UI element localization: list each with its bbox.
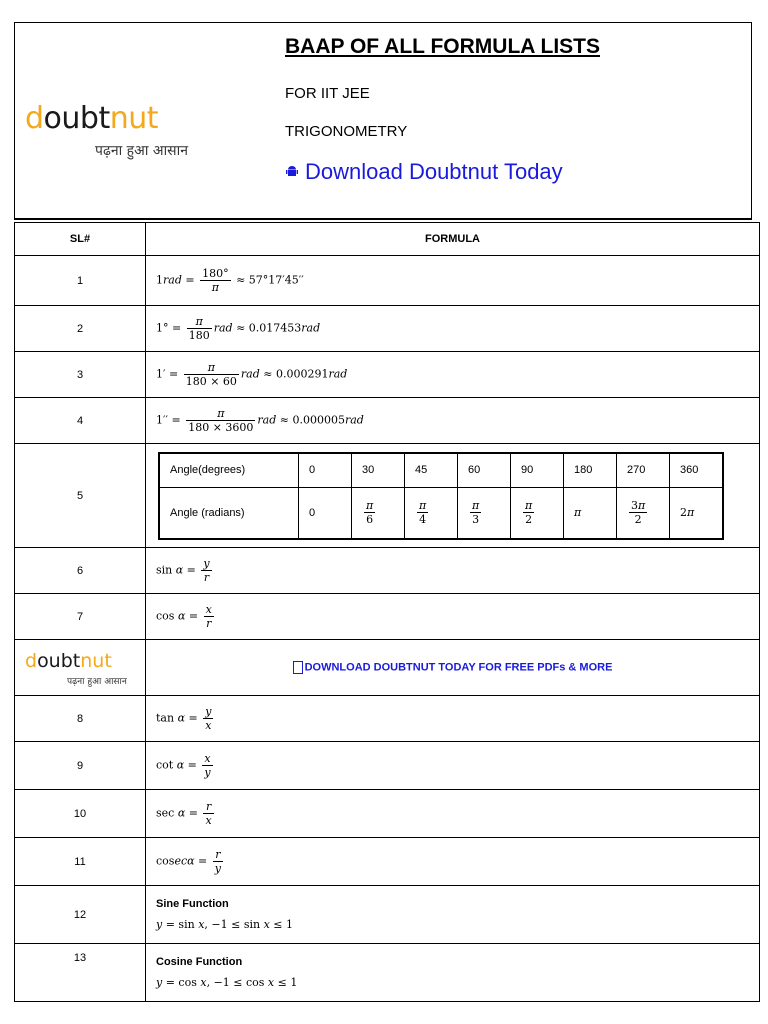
degree-value: 60 — [458, 453, 511, 488]
formula-cell: cosecα = $\frac{r}{y}$ — [146, 838, 760, 886]
formula-cell: 1rad = $\frac{180^\circ}{\pi}$ ≈ 57°17′45′′ — [146, 256, 760, 306]
degree-value: 270 — [617, 453, 670, 488]
radian-value: $\frac{\pi}{4}$ — [405, 487, 458, 539]
degrees-row — [159, 453, 723, 488]
table-row — [15, 306, 760, 352]
row-number: 11 — [15, 838, 146, 886]
table-row — [15, 696, 760, 742]
table-row — [15, 398, 760, 444]
doubtnut-logo — [25, 101, 215, 176]
logo-nut: nut — [80, 649, 112, 672]
android-icon — [285, 165, 299, 179]
page-header — [14, 22, 752, 220]
page-title: BAAP OF ALL FORMULA LISTS — [285, 35, 600, 58]
formula-cell: 1′′ = $\frac{\pi}{180 \times 3600}$ rad ≈ 0.000005rad — [146, 398, 760, 444]
formula-cell: tan α = $\frac{y}{x}$ — [146, 696, 760, 742]
row-number: 12 — [15, 886, 146, 944]
download-link[interactable] — [285, 159, 563, 185]
radian-value: $\frac{3\pi}{2}$ — [617, 487, 670, 539]
subject-label: TRIGONOMETRY — [285, 123, 408, 140]
promo-logo-cell — [15, 640, 146, 696]
function-name: Sine Function — [156, 898, 229, 910]
formula-cell: sin α = $\frac{y}{r}$ — [146, 548, 760, 594]
formula-cell: cot α = $\frac{x}{y}$ — [146, 742, 760, 790]
degree-value: 30 — [352, 453, 405, 488]
formula-cell — [146, 444, 760, 548]
logo-d: d — [25, 101, 44, 136]
row-number: 5 — [15, 444, 146, 548]
row-number: 13 — [15, 944, 146, 1002]
row-number: 8 — [15, 696, 146, 742]
radian-value: π — [564, 487, 617, 539]
promo-link-cell[interactable] — [146, 640, 760, 696]
exam-label: FOR IIT JEE — [285, 85, 370, 102]
degree-value: 90 — [511, 453, 564, 488]
logo-d: d — [25, 649, 38, 672]
radian-value: $\frac{\pi}{6}$ — [352, 487, 405, 539]
table-row — [15, 944, 760, 1002]
row-number: 4 — [15, 398, 146, 444]
function-name: Cosine Function — [156, 956, 243, 968]
row-number: 9 — [15, 742, 146, 790]
table-row — [15, 886, 760, 944]
row-number: 7 — [15, 594, 146, 640]
degree-value: 180 — [564, 453, 617, 488]
doubtnut-logo — [15, 648, 145, 688]
logo-tagline: पढ़ना हुआ आसान — [67, 676, 127, 687]
angle-conversion-table — [158, 452, 724, 540]
download-link-text[interactable]: Download Doubtnut Today — [305, 159, 563, 184]
table-header-row — [15, 223, 760, 256]
radian-value: $\frac{\pi}{3}$ — [458, 487, 511, 539]
table-row — [15, 352, 760, 398]
table-row — [15, 548, 760, 594]
promo-link[interactable]: DOWNLOAD DOUBTNUT TODAY FOR FREE PDFs & MORE — [304, 661, 613, 674]
table-row — [15, 838, 760, 886]
table-row — [15, 790, 760, 838]
table-row — [15, 594, 760, 640]
formula-cell: 1′ = $\frac{\pi}{180 \times 60}$ rad ≈ 0.000291rad — [146, 352, 760, 398]
formula-cell: cos α = $\frac{x}{r}$ — [146, 594, 760, 640]
formula-cell: Cosine Function y = cos x, −1 ≤ cos x ≤ 1 — [146, 944, 760, 1002]
logo-tagline: पढ़ना हुआ आसान — [95, 143, 189, 159]
col-formula-header: FORMULA — [146, 223, 760, 256]
row-number: 10 — [15, 790, 146, 838]
formula-table — [14, 222, 760, 1002]
degree-value: 45 — [405, 453, 458, 488]
degree-value: 0 — [299, 453, 352, 488]
table-row — [15, 256, 760, 306]
logo-nut: nut — [109, 101, 159, 136]
promo-row — [15, 640, 760, 696]
logo-oubt: oubt — [43, 101, 110, 136]
table-row — [15, 742, 760, 790]
radian-value: 2π — [670, 487, 724, 539]
row-number: 1 — [15, 256, 146, 306]
radians-label: Angle (radians) — [159, 487, 299, 539]
pdf-icon — [293, 661, 303, 674]
degree-value: 360 — [670, 453, 724, 488]
formula-cell: sec α = $\frac{r}{x}$ — [146, 790, 760, 838]
radians-row — [159, 487, 723, 539]
degrees-label: Angle(degrees) — [159, 453, 299, 488]
row-number: 3 — [15, 352, 146, 398]
formula-cell: Sine Function y = sin x, −1 ≤ sin x ≤ 1 — [146, 886, 760, 944]
table-row — [15, 444, 760, 548]
radian-value: 0 — [299, 487, 352, 539]
col-sl-header: SL# — [15, 223, 146, 256]
row-number: 6 — [15, 548, 146, 594]
logo-oubt: oubt — [37, 649, 81, 672]
formula-cell: 1° = $\frac{\pi}{180}$ rad ≈ 0.017453rad — [146, 306, 760, 352]
row-number: 2 — [15, 306, 146, 352]
radian-value: $\frac{\pi}{2}$ — [511, 487, 564, 539]
